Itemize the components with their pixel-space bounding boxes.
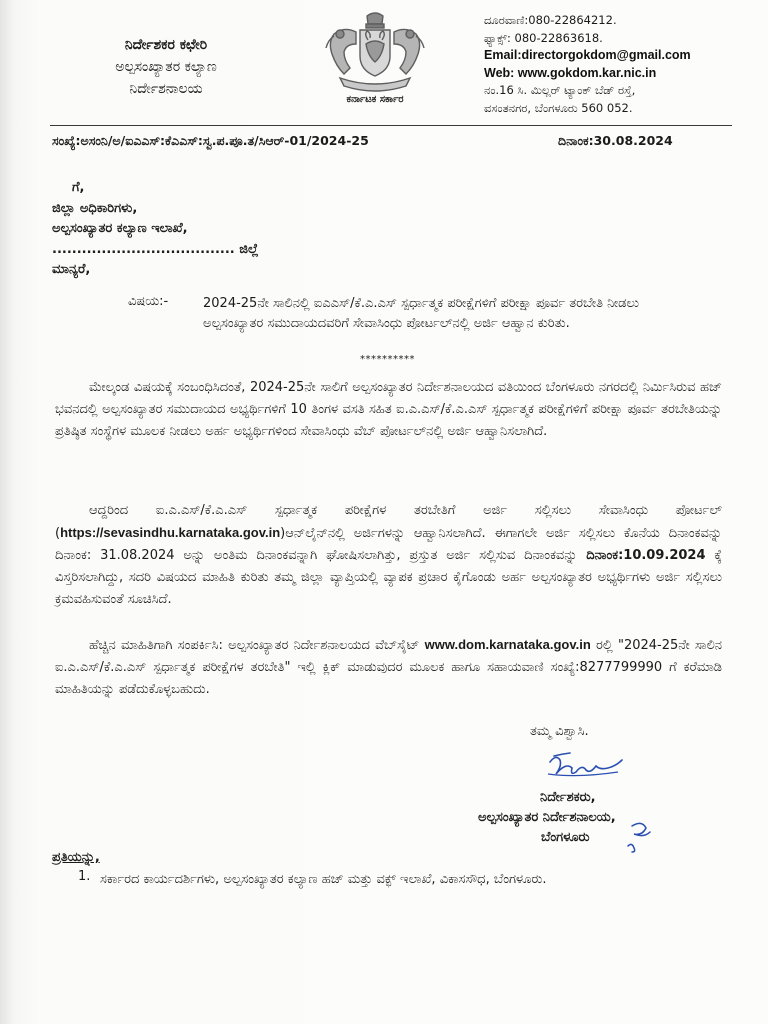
reference-number: ಸಂಖ್ಯೆ:ಅಸಂನಿ/ಅ/ಐಎಎಸ್:ಕೆಎಎಸ್:ಸ್ವ.ಪ.ಪೂ.ತ/ಸಿಆರ್-01/2024-25 [52,133,369,148]
subject-label: ವಿಷಯ:- [128,294,169,309]
body-paragraph-2 [55,500,722,611]
body-paragraph-1: ಮೇಲ್ಕಂಡ ವಿಷಯಕ್ಕೆ ಸಂಬಂಧಿಸಿದಂತೆ, 2024-25ನೇ ಸಾಲಿಗೆ ಅಲ್ಪಸಂಖ್ಯಾತರ ನಿರ್ದೇಶನಾಲಯದ ವತಿಯಿಂದ ಬೆಂಗಳೂರು ನಗರದಲ್ಲಿ ನಿರ್ಮಿಸಿರುವ ಹಜ್ ಭವನದಲ್ಲಿ ಅಲ್ಪಸಂಖ್ಯಾತರ ಸಮುದಾಯದ ಅಭ್ಯರ್ಥಿಗಳಿಗೆ 10 ತಿಂಗಳ ವಸತಿ ಸಹಿತ ಐ.ಎ.ಎಸ್/ಕೆ.ಎ.ಎಸ್ ಸ್ಪರ್ಧಾತ್ಮಕ ಪರೀಕ್ಷೆಗಳಿಗೆ ಪರೀಕ್ಷಾ ಪೂರ್ವ ತರಬೇತಿಯನ್ನು ಪ್ರತಿಷ್ಠಿತ ಸಂಸ್ಥೆಗಳ ಮೂಲಕ ನೀಡಲು ಅರ್ಹ ಅಭ್ಯರ್ಥಿಗಳಿಂದ ಸೇವಾಸಿಂಧು ವೆಬ್ ಪೋರ್ಟಲ್‌ನಲ್ಲಿ ಅರ್ಜಿ ಆಹ್ವಾನಿಸಲಾಗಿದೆ. [55,380,722,439]
closing-regards: ತಮ್ಮ ವಿಶ್ವಾಸಿ. [530,724,589,739]
office-line: ನಿರ್ದೇಶನಾಲಯ [129,81,203,97]
office-line: ಅಲ್ಪಸಂಖ್ಯಾತರ ಕಲ್ಯಾಣ [115,59,217,75]
paragraph-text: ಆದ್ದರಿಂದ ಐ.ಎ.ಎಸ್/ಕೆ.ಎ.ಎಸ್ ಸ್ಪರ್ಧಾತ್ಮಕ ಪರೀಕ್ಷೆಗಳ ತರಬೇತಿಗೆ ಅರ್ಜಿ ಸಲ್ಲಿಸಲು ಸೇವಾಸಿಂಧು ಪೋರ್ಟಲ್ ( [55,503,722,541]
separator: ********** [360,354,415,365]
initials-scribble-icon [620,816,670,856]
header-divider [50,125,732,126]
contact-block [484,12,734,117]
phone-number: ದೂರವಾಣಿ:080-22864212. [484,13,617,27]
karnataka-emblem-icon [320,10,430,96]
letter-date: ದಿನಾಂಕ:30.08.2024 [558,133,673,148]
subject-text: 2024-25ನೇ ಸಾಲಿನಲ್ಲಿ ಐಎಎಸ್/ಕೆ.ಎ.ಎಸ್ ಸ್ಪರ್ಧಾತ್ಮಕ ಪರೀಕ್ಷೆಗಳಿಗೆ ಪರೀಕ್ಷಾ ಪೂರ್ವ ತರಬೇತಿ ನೀಡಲು ಅಲ್ಪಸಂಖ್ಯಾತರ ಸಮುದಾಯದವರಿಗೆ ಸೇವಾಸಿಂಧು ಪೋರ್ಟಲ್‌ನಲ್ಲಿ ಅರ್ಜಿ ಆಹ್ವಾನ ಕುರಿತು. [203,296,639,331]
recipient-to: ಗೆ, [72,180,85,195]
address-line: ನಂ.16 ಸಿ. ಮಿಲ್ಲರ್ ಟ್ಯಾಂಕ್ ಬೆಡ್ ರಸ್ತೆ, [484,83,636,97]
office-line: ನಿರ್ದೇಶಕರ ಕಛೇರಿ [124,37,208,53]
fax-number: ಫ್ಯಾಕ್ಸ್: 080-22863618. [484,30,603,45]
salutation: ಮಾನ್ಯರೆ, [52,262,91,277]
copy-item-number: 1. [78,869,91,884]
paragraph-text: ಹೆಚ್ಚಿನ ಮಾಹಿತಿಗಾಗಿ ಸಂಪರ್ಕಿಸಿ: ಅಲ್ಪಸಂಖ್ಯಾತರ ನಿರ್ದೇಶನಾಲಯದ ವೆಬ್‌ಸೈಟ್ [89,638,425,653]
signature-icon [542,750,637,788]
copy-to-heading: ಪ್ರತಿಯನ್ನು, [52,850,100,865]
paragraph-text: )ಆನ್‌ಲೈನ್‌ನಲ್ಲಿ ಅರ್ಜಿಗಳನ್ನು ಆಹ್ವಾನಿಸಲಾಗಿದೆ. ಈಗಾಗಲೇ ಅರ್ಜಿ ಸಲ್ಲಿಸಲು ಕೊನೆಯ ದಿನಾಂಕವನ್ನು ದಿನಾಂಕ: 31.08.2024 ಅನ್ನು ಅಂತಿಮ ದಿನಾಂಕವನ್ನಾಗಿ ಘೋಷಿಸಲಾಗಿತ್ತು, ಪ್ರಸ್ತುತ ಅರ್ಜಿ ಸಲ್ಲಿಸುವ ದಿನಾಂಕವನ್ನು [55,526,722,563]
emblem-caption: ಕರ್ನಾಟಕ ಸರ್ಕಾರ [346,94,404,105]
sevasindhu-link-text: https://sevasindhu.karnataka.gov.in [60,525,281,540]
recipient-block [52,178,372,281]
copy-item-text: ಸರ್ಕಾರದ ಕಾರ್ಯದರ್ಶಿಗಳು, ಅಲ್ಪಸಂಖ್ಯಾತರ ಕಲ್ಯಾಣ ಹಜ್ ಮತ್ತು ವಕ್ಫ್ ಇಲಾಖೆ, ವಿಕಾಸಸೌಧ, ಬೆಂಗಳೂರು. [100,872,547,887]
extended-date: ದಿನಾಂಕ:10.09.2024 [586,548,706,563]
recipient-line: ಜಿಲ್ಲಾ ಅಧಿಕಾರಿಗಳು, [52,200,138,216]
recipient-line: ..................................... ಜಿಲ್ಲೆ [52,241,259,257]
dom-website-text: www.dom.karnataka.gov.in [424,637,591,652]
signatory-title: ನಿರ್ದೇಶಕರು, [540,790,596,805]
email-address: Email:directorgokdom@gmail.com [484,48,691,62]
office-name-block [78,34,254,100]
signatory-office: ಅಲ್ಪಸಂಖ್ಯಾತರ ನಿರ್ದೇಶನಾಲಯ, [478,810,616,825]
address-line: ವಸಂತನಗರ, ಬೆಂಗಳೂರು 560 052. [484,100,633,115]
website-address: Web: www.gokdom.kar.nic.in [484,65,657,80]
body-paragraph-3 [55,634,722,701]
signatory-city: ಬೆಂಗಳೂರು [541,830,590,845]
recipient-line: ಅಲ್ಪಸಂಖ್ಯಾತರ ಕಲ್ಯಾಣ ಇಲಾಖೆ, [52,221,188,236]
signatory-block [478,788,718,848]
paragraph-text: ರಲ್ಲಿ "2024-25ನೇ ಸಾಲಿನ ಐ.ಎ.ಎಸ್/ಕೆ.ಎ.ಎಸ್ ಸ್ಪರ್ಧಾತ್ಮಕ ಪರೀಕ್ಷೆಗಳ ತರಬೇತಿ" ಇಲ್ಲಿ ಕ್ಲಿಕ್ ಮಾಡುವುದರ ಮೂಲಕ ಹಾಗೂ ಸಹಾಯವಾಣಿ ಸಂಖ್ಯೆ:8277799990 ಗೆ ಕರೆಮಾಡಿ ಮಾಹಿತಿಯನ್ನು ಪಡೆದುಕೊಳ್ಳಬಹುದು. [55,638,722,697]
paragraph-text: ಕ್ಕೆ ವಿಸ್ತರಿಸಲಾಗಿದ್ದು, ಸದರಿ ವಿಷಯದ ಮಾಹಿತಿ ಕುರಿತು ತಮ್ಮ ಜಿಲ್ಲಾ ವ್ಯಾಪ್ತಿಯಲ್ಲಿ ವ್ಯಾಪಕ ಪ್ರಚಾರ ಕೈಗೊಂಡು ಅರ್ಹ ಅಲ್ಪಸಂಖ್ಯಾತರ ಅಭ್ಯರ್ಥಿಗಳು ಅರ್ಜಿ ಸಲ್ಲಿಸಲು ಕ್ರಮವಹಿಸುವಂತೆ ಸೂಚಿಸಿದೆ. [55,548,722,607]
